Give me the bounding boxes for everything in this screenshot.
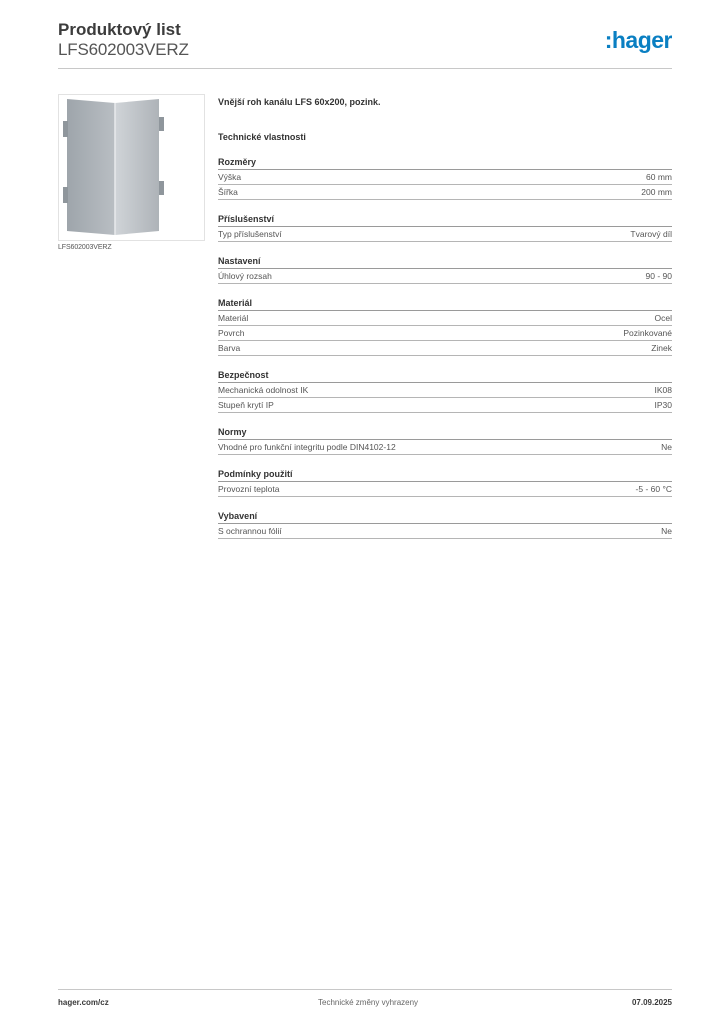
property-label: Materiál: [218, 313, 249, 323]
property-row: [218, 524, 672, 539]
page-header: [58, 20, 672, 60]
page-footer: [58, 998, 672, 1010]
svg-text::hager: :hager: [604, 28, 672, 53]
property-label: Výška: [218, 172, 242, 182]
property-value: Zinek: [651, 343, 672, 353]
section-title: Materiál: [218, 297, 672, 311]
property-label: Vhodné pro funkční integritu podle DIN4102-12: [218, 442, 396, 452]
property-value: 200 mm: [641, 187, 672, 197]
property-row: [218, 482, 672, 497]
product-description: Vnější roh kanálu LFS 60x200, pozink.: [218, 97, 381, 107]
section-title: Normy: [218, 426, 672, 440]
property-value: IK08: [654, 385, 672, 395]
hager-logo: [592, 28, 672, 54]
properties-section: [218, 213, 672, 242]
property-row: [218, 311, 672, 326]
product-details: [218, 96, 672, 539]
property-row: [218, 227, 672, 242]
product-code: LFS602003VERZ: [58, 40, 189, 59]
property-row: [218, 170, 672, 185]
property-label: Typ příslušenství: [218, 229, 282, 239]
properties-section: [218, 255, 672, 284]
image-caption: LFS602003VERZ: [58, 244, 112, 251]
property-label: Šířka: [218, 187, 238, 197]
property-row: [218, 341, 672, 356]
property-label: Povrch: [218, 328, 245, 338]
property-row: [218, 440, 672, 455]
property-row: [218, 326, 672, 341]
product-image: [58, 94, 205, 241]
section-title: Bezpečnost: [218, 369, 672, 383]
property-row: [218, 185, 672, 200]
property-label: S ochrannou fólií: [218, 526, 282, 536]
section-title: Vybavení: [218, 510, 672, 524]
footer-website: hager.com/cz: [58, 998, 109, 1007]
properties-section: [218, 510, 672, 539]
property-label: Barva: [218, 343, 241, 353]
properties-section: [218, 297, 672, 356]
section-title: Rozměry: [218, 156, 672, 170]
properties-section: [218, 468, 672, 497]
property-label: Mechanická odolnost IK: [218, 385, 309, 395]
properties-sections: [218, 156, 672, 539]
property-value: 60 mm: [646, 172, 672, 182]
property-value: Pozinkované: [623, 328, 672, 338]
property-label: Stupeň krytí IP: [218, 400, 274, 410]
property-row: [218, 269, 672, 284]
section-title: Podmínky použití: [218, 468, 672, 482]
properties-section: [218, 369, 672, 413]
property-value: Ne: [661, 526, 672, 536]
property-value: -5 - 60 °C: [635, 484, 672, 494]
property-value: Ne: [661, 442, 672, 452]
properties-section: [218, 426, 672, 455]
header-divider: [58, 68, 672, 69]
cable-channel-corner-image: [59, 95, 204, 240]
property-label: Provozní teplota: [218, 484, 280, 494]
property-value: Ocel: [654, 313, 672, 323]
footer-date: 07.09.2025: [631, 998, 672, 1007]
properties-section: [218, 156, 672, 200]
property-row: [218, 398, 672, 413]
section-title: Příslušenství: [218, 213, 672, 227]
property-label: Úhlový rozsah: [218, 271, 272, 281]
footer-divider: [58, 989, 672, 990]
footer-note: Technické změny vyhrazeny: [318, 998, 419, 1007]
document-title: Produktový list: [58, 20, 181, 39]
property-value: 90 - 90: [645, 271, 672, 281]
section-title: Nastavení: [218, 255, 672, 269]
technical-properties-heading: Technické vlastnosti: [218, 132, 306, 142]
property-value: IP30: [654, 400, 672, 410]
property-value: Tvarový díl: [630, 229, 672, 239]
property-row: [218, 383, 672, 398]
